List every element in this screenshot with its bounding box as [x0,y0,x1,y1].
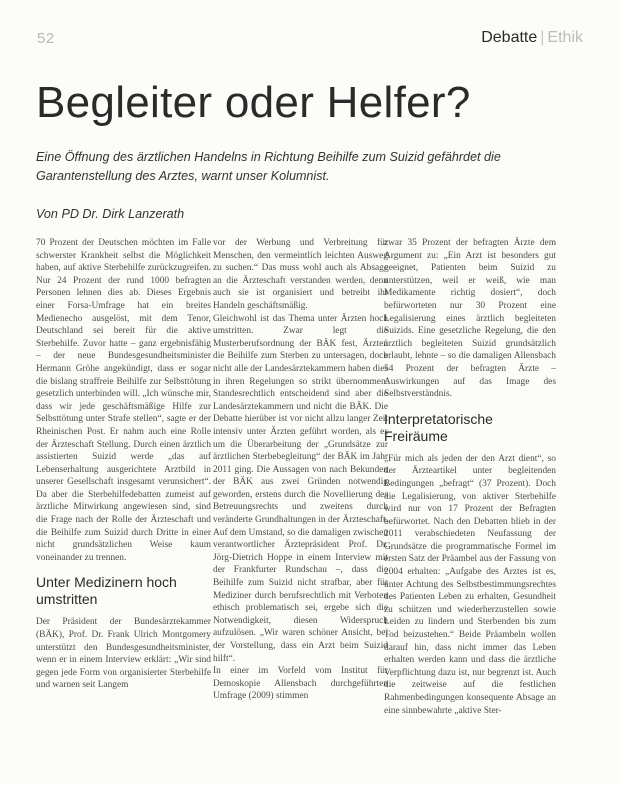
paragraph: 70 Prozent der Deutschen möchten im Falle schwerster Krankheit selbst die Möglichkeit haben, auf aktive Sterbehilfe zurückzugreifen. Nur 24 Prozent der rund 1000 befragten Personen lehnen dies ab. Dieses Ergebnis einer Forsa-Umfrage hat ein breites Medienecho ausgelöst, mit dem Tenor, Deutschland sei bereit für die aktive Sterbehilfe. Zuvor hatte – ganz ergebnisfähig – der neue Bundesgesundheitsminister Hermann Gröhe angekündigt, dass er sogar die bislang straffreie Beihilfe zur Selbsttötung gesetzlich unterbinden will. „Ich wünsche mir, dass wir jede geschäftsmäßige Hilfe zur Selbsttötung unter Strafe stellen“, sagte er der Rheinischen Post. Er nahm auch eine Rolle der Ärzteschaft Stellung. Durch einen ärztlich assistierten Suizid werde „das auf Lebenserhaltung ausgerichtete Arztbild in unserer Gesellschaft insgesamt verunsichert“. Da aber die Sterbehilfedebatten zumeist auf ärztliche Mitwirkung angewiesen sind, sind die Frage nach der Rolle der Ärzteschaft und die Beihilfe zum Suizid durch Dritte in einer nicht grundsätzlichen Weise kaum voneinander zu trennen. [36,238,211,563]
subheading: Unter Medizinern hoch umstritten [36,574,177,608]
subheading: Interpretatorische Freiräume [384,410,493,444]
section-tag [481,29,583,47]
section-label: Debatte [481,29,538,46]
article-author: Von PD Dr. Dirk Lanzerath [36,207,185,221]
paragraph: „Für mich als jeden der den Arzt dient“, so der Ärzteartikel unter begleitenden Bedingungen „befragt“ (37 Prozent). Doch die Legalisierung, von aktiver Sterbehilfe wird nur von 17 Prozent der Befragten befürwortet. Nach den Debatten blieb in der 2011 verabschiedeten Neufassung der Grundsätze die programmatische Formel im ersten Satz der Präambel aus der Fassung von 2004 erhalten: „Aufgabe des Arztes ist es, unter Achtung des Selbstbestimmungsrechtes des Patienten Leben zu erhalten, Gesundheit zu schützen und wiederherzustellen sowie Leiden zu lindern und Sterbenden bis zum Tod beizustehen.“ Beide Präambeln wollen darauf hin, dass nicht immer das Leben erhalten werden kann und dass die ärztliche Verpflichtung dazu ist, nur begrenzt ist. Auch die zeitweise auf die festlichen Rahmenbedingungen konsequente Absage an eine sinnbewahrte „aktive Ster- [384,453,556,716]
paragraph: zwar 35 Prozent der befragten Ärzte dem Argument zu: „Ein Arzt ist besonders gut geeignet, Patienten beim Suizid zu unterstützen, weil er weiß, wie man Medikamente richtig dosiert“, doch befürworteten nur 30 Prozent eine Legalisierung eines ärztlich begleiteten Suizids. Eine gesetzliche Regelung, die den ärztlich begleiteten Suizid grundsätzlich erlaubt, lehnte – so die damaligen Allensbach 54 Prozent der befragten Ärzte – Auswirkungen auf das Image des Selbstverständnis. [384,238,556,400]
text-column-2 [213,237,388,703]
article-standfirst: Eine Öffnung des ärztlichen Handelns in Richtung Beihilfe zum Suizid gefährdet die Garantenstellung des Arztes, warnt unser Kolumnist. [36,150,501,183]
article-title: Begleiter oder Helfer? [36,78,471,127]
paragraph: vor der Werbung und Verbreitung für Menschen, den vermeintlich leichten Ausweg zu suchen.“ Das muss wohl auch als Absage an die Ärzteschaft verstanden werden, denn auch sie ist organisiert und betreibt ihr Handeln geschäftsmäßig. [213,238,388,311]
paragraph: In einer im Vorfeld vom Institut für Demoskopie Allensbach durchgeführten Umfrage (2009) stimmen [213,666,388,702]
section-separator: | [540,29,545,46]
text-column-1 [36,237,211,692]
text-column-3 [384,237,556,717]
paragraph: Gleichwohl ist das Thema unter Ärzten hoch umstritten. Zwar legt die Musterberufsordnung der BÄK fest, Ärzten die Beihilfe zum Sterben zu untersagen, doch nicht alle der Landesärztekammern haben dies in ihren Regelungen so strikt übernommen. Standesrechtlich entscheidend sind aber die Landesärztekammern und nicht die BÄK. Die Debatte hierüber ist vor nicht allzu langer Zeit intensiv unter Ärzten geführt worden, als es um die Überarbeitung der „Grundsätze zur ärztlichen Sterbebegleitung“ der BÄK im Jahr 2011 ging. Die Aussagen von nach Bekunden der BÄK aus zwei Gründen notwendig geworden, erstens durch die Novellierung des Betreuungsrechts und zweitens durch veränderte Grundhaltungen in der Ärzteschaft. Auf dem Umstand, so die damaligen zwischen verantwortlicher Ärztepräsident Prof. Dr. Jörg-Dietrich Hoppe in einem Interview mit der Frankfurter Rundschau –, dass die Beihilfe zum Suizid nicht strafbar, aber für Mediziner durch berufsrechtlich mit Verboten ethisch problematisch sei, ergebe sich die Notwendigkeit, diesen Widerspruch aufzulösen. „Wir waren schöner Ansicht, bei der Vorstellung, dass ein Arzt beim Suizid hilft“. [213,313,388,664]
subsection-label: Ethik [547,29,583,46]
page-number: 52 [37,30,55,47]
paragraph: Der Präsident der Bundesärztekammer (BÄK), Prof. Dr. Frank Ulrich Montgomery unterstützt den Bundesgesundheitsminister, wenn er in einem Interview erklärt: „Wir sind gegen jede Form von organisierter Sterbehilfe und warnen seit Langem [36,617,211,691]
